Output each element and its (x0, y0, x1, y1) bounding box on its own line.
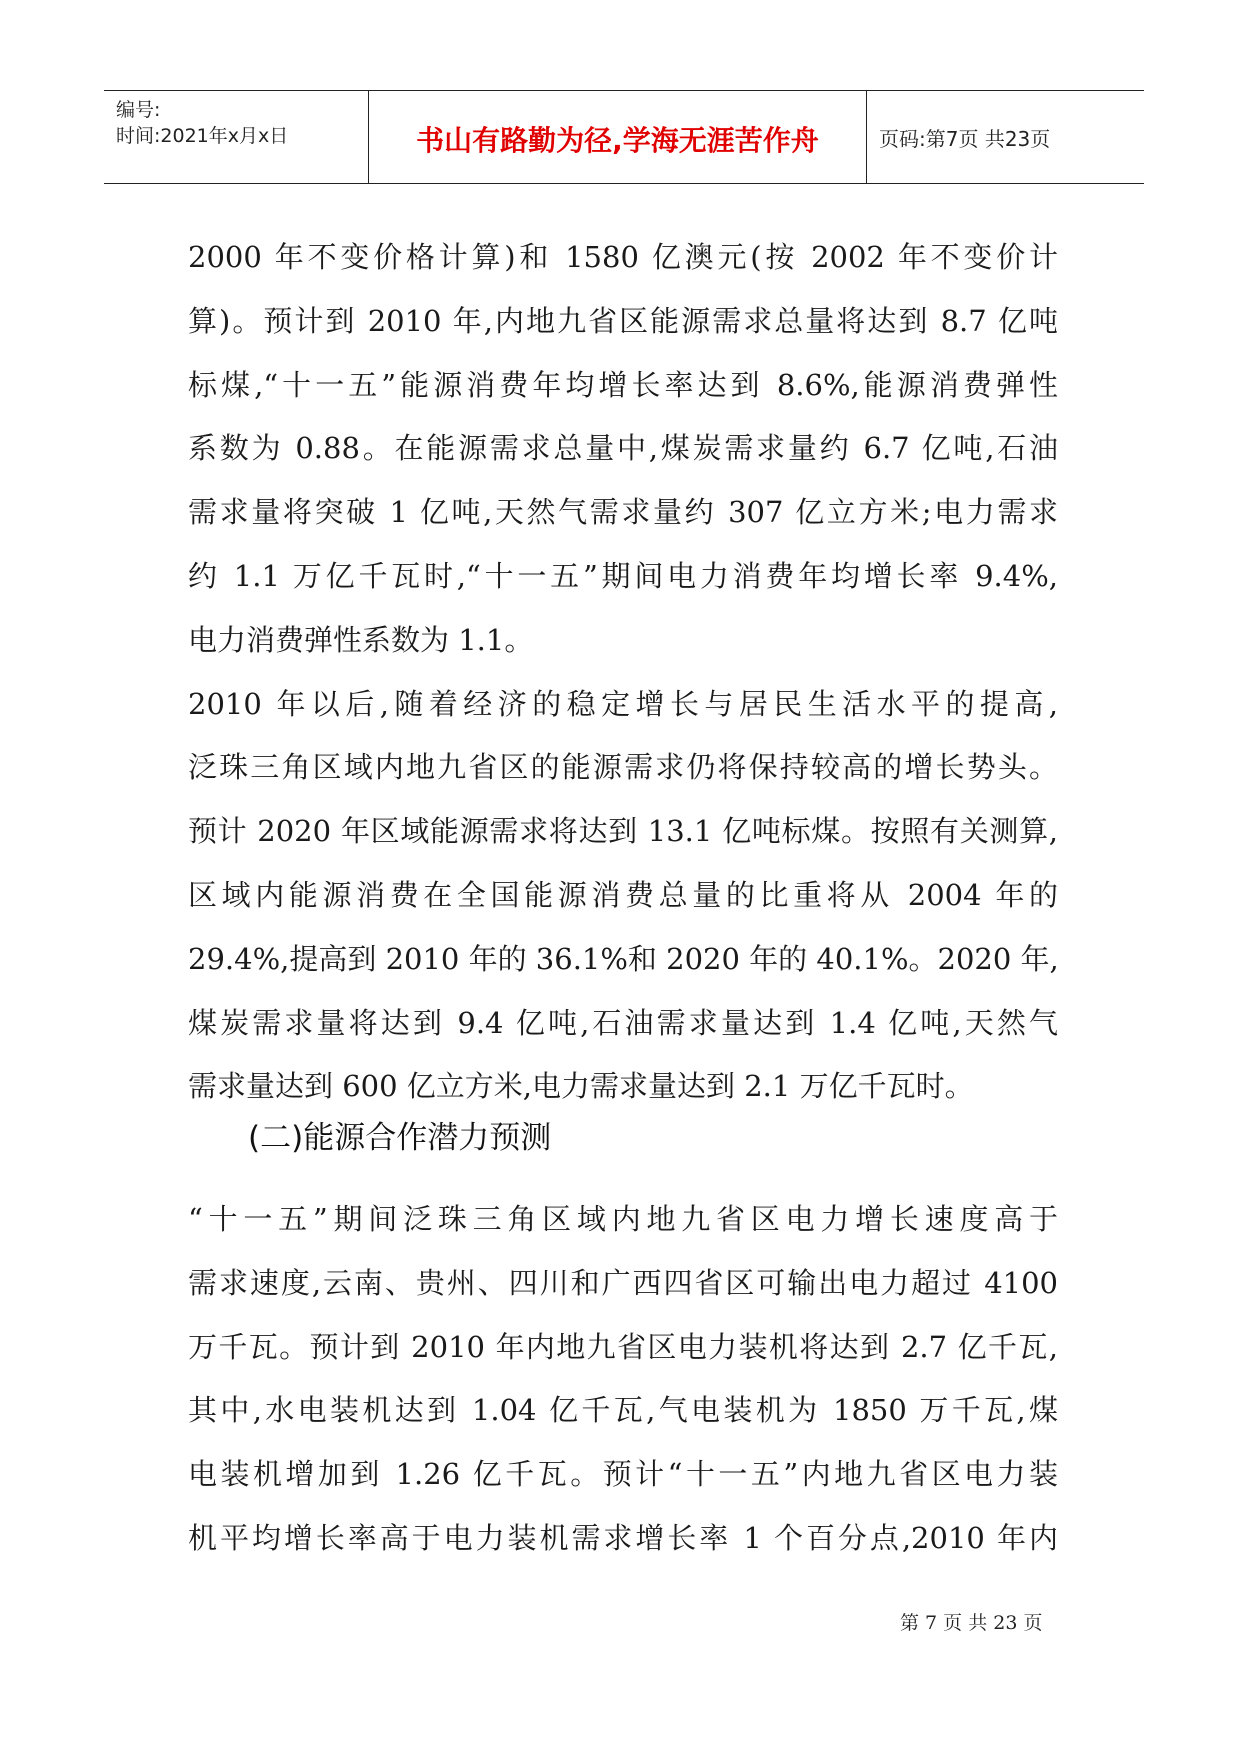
document-number-label: 编号: (116, 99, 161, 121)
paragraph-line: “十一五”期间泛珠三角区域内地九省区电力增长速度高于 (188, 1202, 1058, 1236)
paragraph-line: 系数为 0.88。在能源需求总量中,煤炭需求量约 6.7 亿吨,石油 (188, 431, 1058, 466)
paragraph-line: 算)。预计到 2010 年,内地九省区能源需求总量将达到 8.7 亿吨 (188, 303, 1058, 338)
header-motto: 书山有路勤为径,学海无涯苦作舟 (416, 124, 819, 157)
page-header (104, 90, 1144, 184)
paragraph-line: 电装机增加到 1.26 亿千瓦。预计“十一五”内地九省区电力装 (188, 1457, 1058, 1492)
paragraph-line: 电力消费弹性系数为 1.1。 (188, 622, 534, 657)
paragraph-line: 需求量达到 600 亿立方米,电力需求量达到 2.1 万亿千瓦时。 (188, 1069, 974, 1104)
paragraph-line: 预计 2020 年区域能源需求将达到 13.1 亿吨标煤。按照有关测算, (188, 814, 1058, 849)
header-motto-cell (369, 91, 867, 183)
header-page-cell (867, 91, 1144, 183)
header-meta-cell (104, 91, 369, 183)
paragraph-line: 约 1.1 万亿千瓦时,“十一五”期间电力消费年均增长率 9.4%, (188, 558, 1058, 593)
page-footer: 第 7 页 共 23 页 (900, 1612, 1043, 1634)
paragraph-line: 区域内能源消费在全国能源消费总量的比重将从 2004 年的 (188, 877, 1058, 912)
header-page-info: 页码:第7页 共23页 (879, 127, 1051, 151)
paragraph-line: 煤炭需求量将达到 9.4 亿吨,石油需求量达到 1.4 亿吨,天然气 (188, 1005, 1058, 1040)
document-time-label: 时间:2021年x月x日 (116, 125, 289, 147)
paragraph-line: 2000 年不变价格计算)和 1580 亿澳元(按 2002 年不变价计 (188, 240, 1058, 274)
paragraph-line: 2010 年以后,随着经济的稳定增长与居民生活水平的提高, (188, 686, 1058, 721)
paragraph-line: 其中,水电装机达到 1.04 亿千瓦,气电装机为 1850 万千瓦,煤 (188, 1393, 1058, 1428)
paragraph-line: 需求速度,云南、贵州、四川和广西四省区可输出电力超过 4100 (188, 1265, 1058, 1300)
paragraph-line: 泛珠三角区域内地九省区的能源需求仍将保持较高的增长势头。 (188, 750, 1058, 785)
paragraphs-top (188, 226, 1058, 1119)
paragraph-line: 需求量将突破 1 亿吨,天然气需求量约 307 亿立方米;电力需求 (188, 495, 1058, 530)
paragraph-line: 机平均增长率高于电力装机需求增长率 1 个百分点,2010 年内 (188, 1520, 1058, 1555)
paragraphs-bottom (188, 1188, 1058, 1571)
paragraph-line: 29.4%,提高到 2010 年的 36.1%和 2020 年的 40.1%。2020 年, (188, 941, 1059, 976)
paragraph-line: 万千瓦。预计到 2010 年内地九省区电力装机将达到 2.7 亿千瓦, (188, 1329, 1058, 1364)
section-heading: (二)能源合作潜力预测 (248, 1120, 552, 1156)
paragraph-line: 标煤,“十一五”能源消费年均增长率达到 8.6%,能源消费弹性 (188, 367, 1058, 402)
